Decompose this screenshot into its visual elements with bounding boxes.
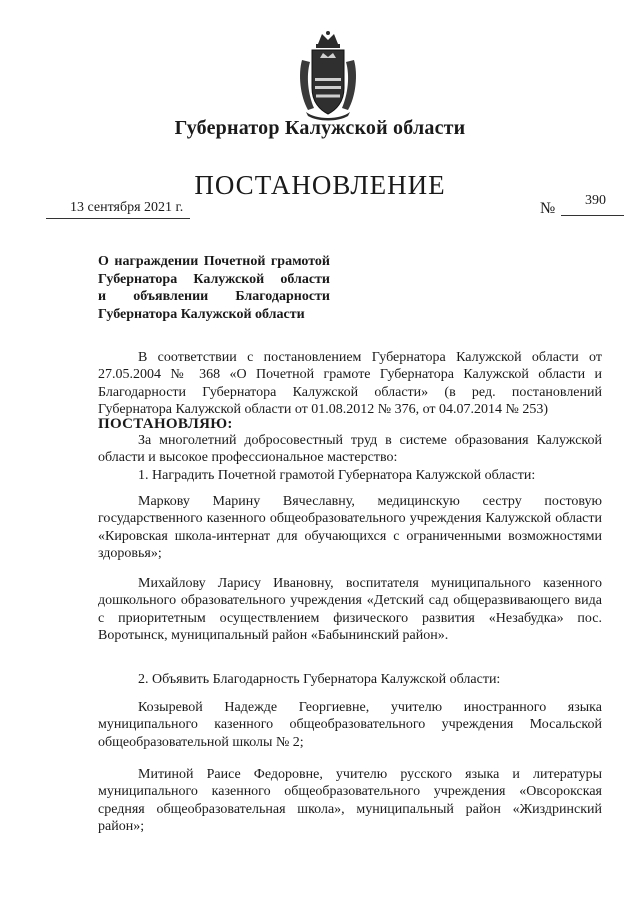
document-number: 390 [585, 193, 606, 208]
thanks-entry: Митиной Раисе Федоровне, учителю русского языка и литературы муниципального казенного общеобразовательного учреждения «Овсорокская средняя общеобразовательная школа», муниципальный район «Жиздринский район»; [98, 767, 602, 835]
reason-paragraph: За многолетний добросовестный труд в системе образования Калужской области и высокое профессиональное мастерство: [98, 433, 602, 466]
document-date: 13 сентября 2021 г. [70, 200, 184, 215]
subject-line: Губернатора Калужской области [98, 306, 305, 322]
item-1-heading: 1. Наградить Почетной грамотой Губернатора Калужской области: [138, 468, 536, 483]
award-entry: Маркову Марину Вячеславну, медицинскую сестру постовую государственного казенного общеобразовательного учреждения Калужской области «Кировская школа-интернат для обучающихся с ограниченными возможностями здоровья»; [98, 494, 602, 562]
subject-line: и объявлении Благодарности [98, 289, 330, 304]
number-label: № [540, 200, 556, 217]
preamble-paragraph: В соответствии с постановлением Губернатора Калужской области от 27.05.2004 № 368 «О Почетной грамоте Губернатора Калужской области и Благодарности Губернатора Калужской области» (в ред. постановлений Губернатора Калужской области от 01.08.2012 № 376, от 04.07.2014 № 253) [98, 350, 602, 418]
date-underline [46, 218, 190, 219]
item-2-heading: 2. Объявить Благодарность Губернатора Калужской области: [138, 672, 501, 687]
coat-of-arms-icon [296, 30, 360, 122]
thanks-entry: Козыревой Надежде Георгиевне, учителю иностранного языка муниципального казенного общеобразовательного учреждения Мосальской общеобразовательной школы № 2; [98, 700, 602, 750]
document-subject [98, 253, 330, 323]
decree-keyword: ПОСТАНОВЛЯЮ: [98, 416, 233, 432]
award-entry: Михайлову Ларису Ивановну, воспитателя муниципального казенного дошкольного образовательного учреждения «Детский сад общеразвивающего вида с приоритетным осуществлением физического развития «Незабудка» пос. Воротынск, муниципальный район «Бабынинский район». [98, 576, 602, 644]
issuing-authority: Губернатор Калужской области [174, 117, 466, 139]
document-type-title: ПОСТАНОВЛЕНИЕ [194, 170, 446, 200]
number-underline [561, 215, 624, 216]
subject-line: О награждении Почетной грамотой [98, 254, 330, 269]
subject-line: Губернатора Калужской области [98, 271, 330, 287]
